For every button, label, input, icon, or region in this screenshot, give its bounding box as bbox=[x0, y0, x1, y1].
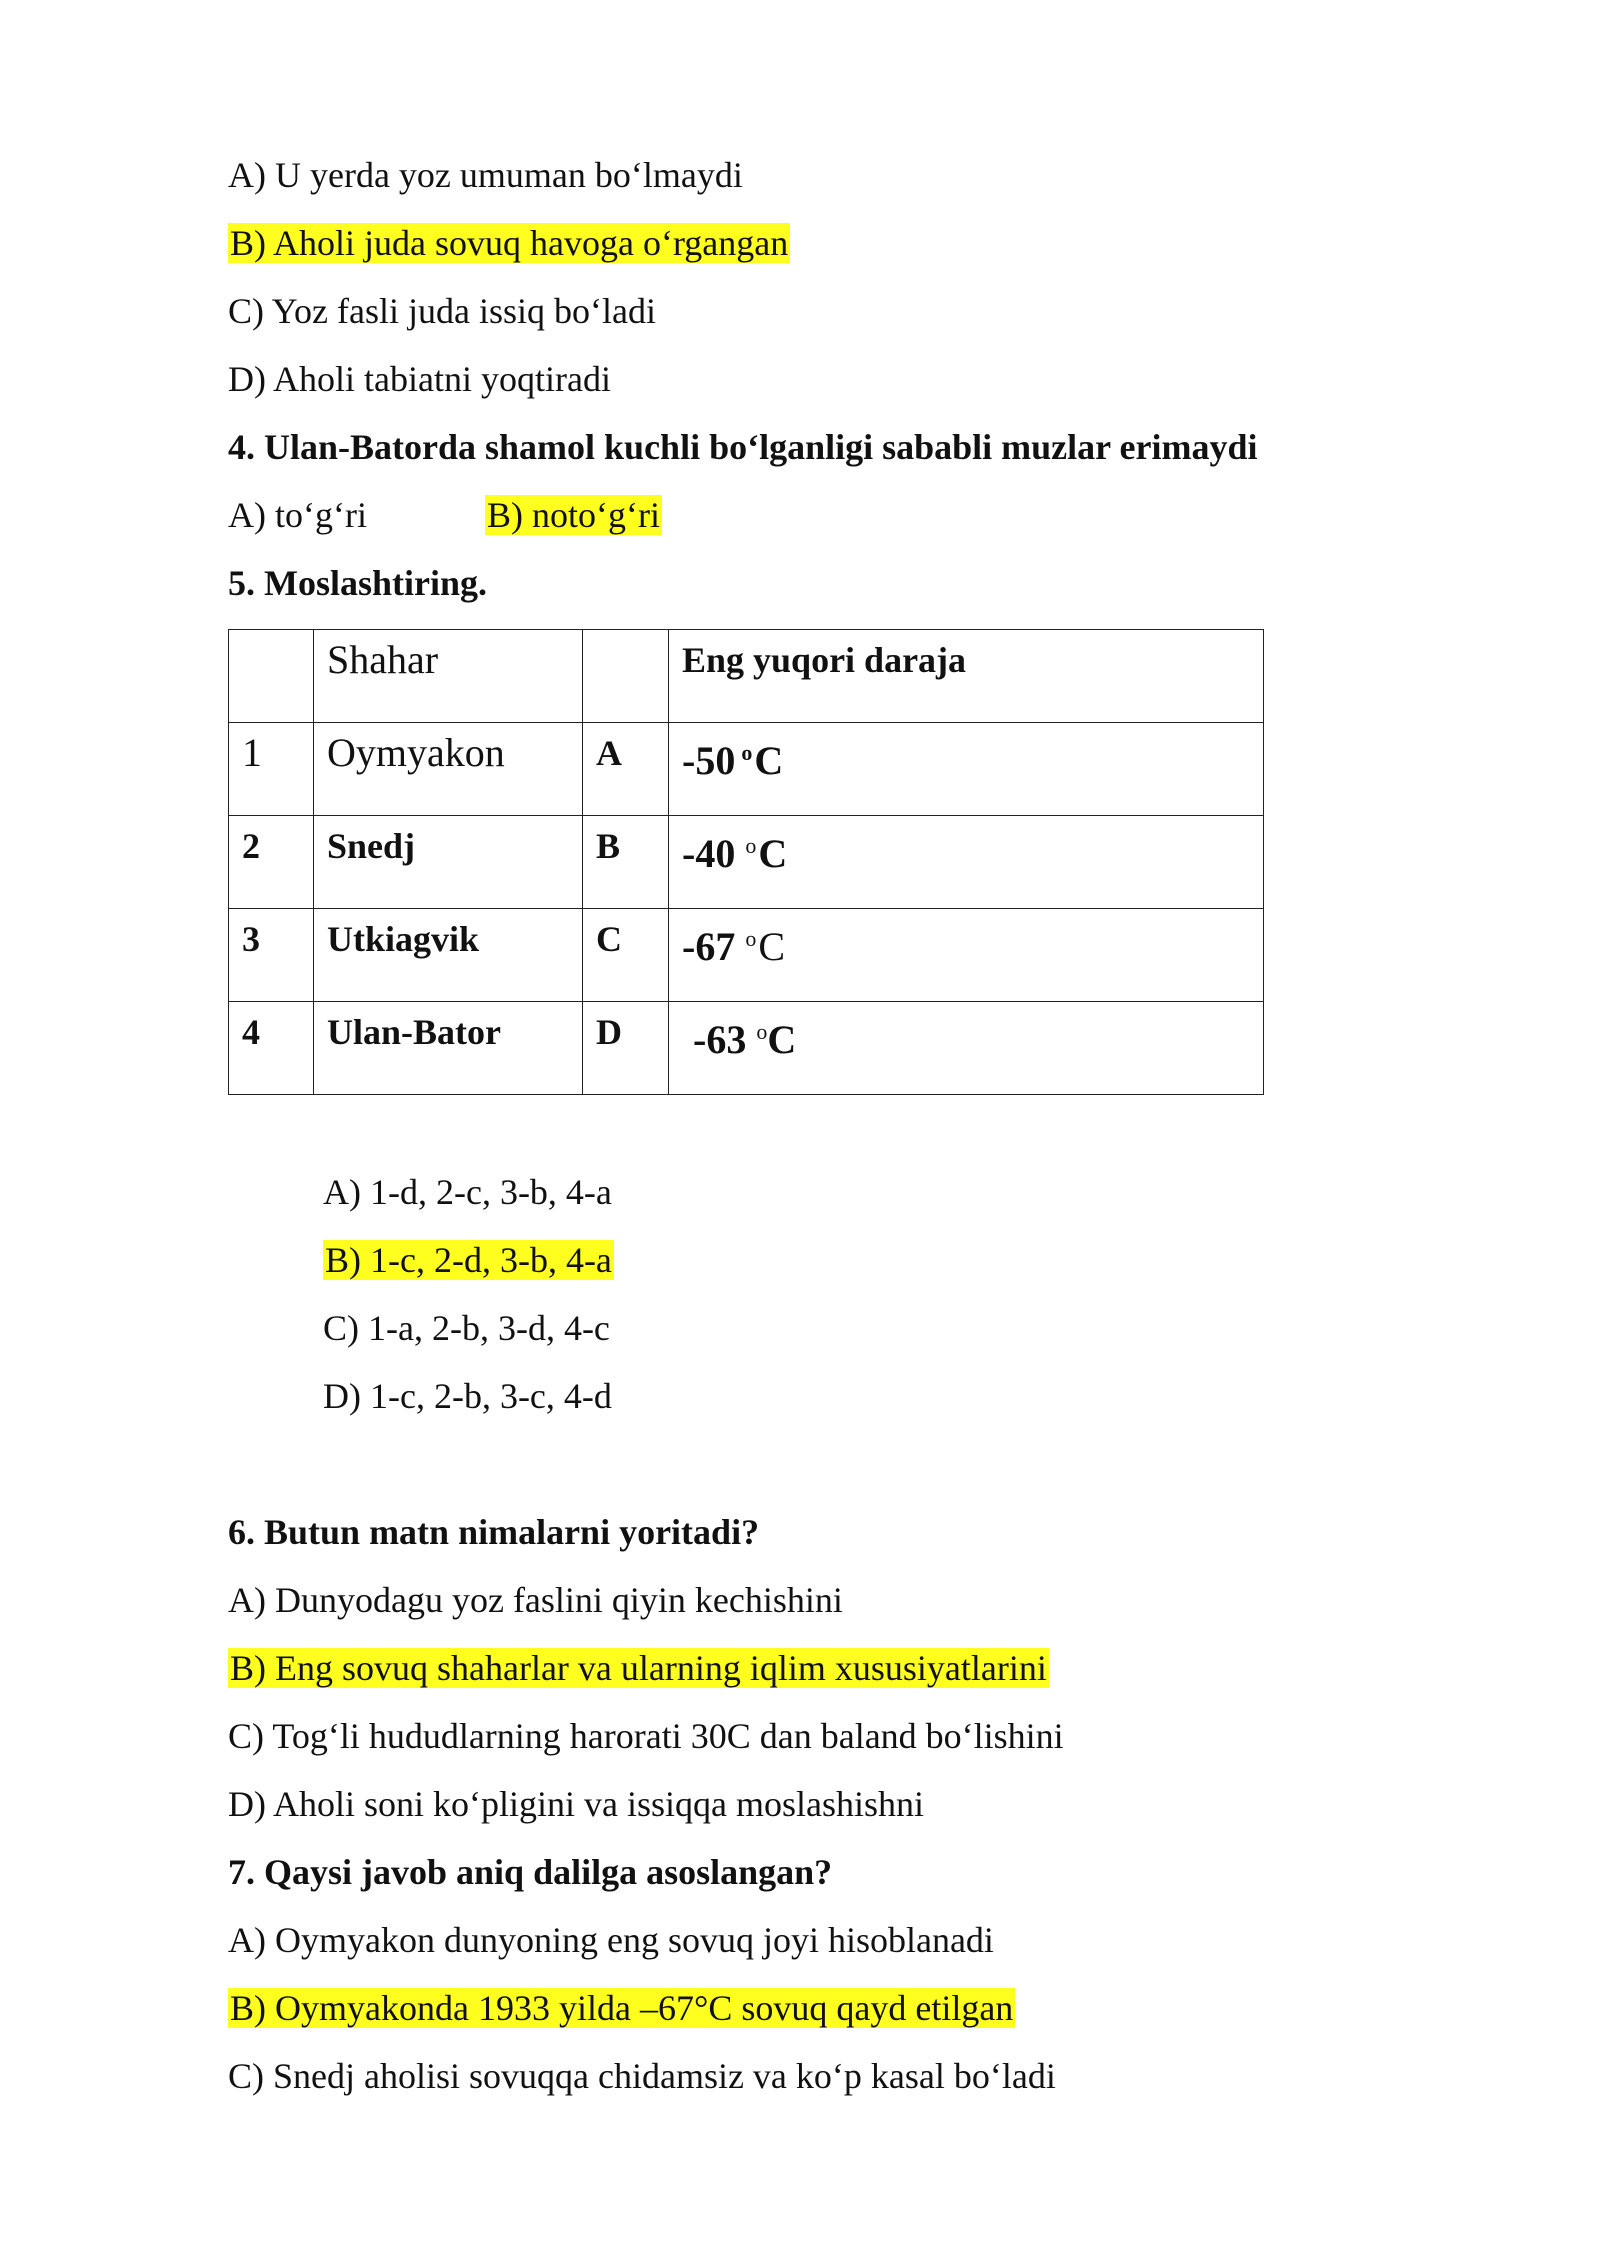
table-row bbox=[229, 816, 1264, 909]
q7-option-c: C) Snedj aholisi sovuqqa chidamsiz va ko‘p kasal bo‘ladi bbox=[228, 2056, 1056, 2096]
row-city: Snedj bbox=[327, 826, 416, 866]
matching-table bbox=[228, 629, 1264, 1095]
answer-highlight: B) 1-c, 2-d, 3-b, 4-a bbox=[325, 1240, 612, 1280]
answer-highlight: B) noto‘g‘ri bbox=[487, 495, 660, 535]
header-temp: Eng yuqori daraja bbox=[682, 640, 967, 680]
q3-option-d: D) Aholi tabiatni yoqtiradi bbox=[228, 359, 611, 399]
q5-option-a: A) 1-d, 2-c, 3-b, 4-a bbox=[323, 1172, 612, 1212]
header-letter-cell bbox=[583, 630, 669, 723]
row-city: Oymyakon bbox=[327, 730, 505, 775]
row-temp: -50 oC bbox=[682, 738, 784, 783]
q3-option-b bbox=[228, 221, 790, 265]
table-row bbox=[229, 909, 1264, 1002]
q6-option-b bbox=[228, 1646, 1049, 1690]
header-city-cell bbox=[314, 630, 583, 723]
row-letter: D bbox=[596, 1012, 622, 1052]
row-num: 3 bbox=[242, 919, 260, 959]
row-temp: -63 oC bbox=[693, 1017, 797, 1062]
q3-option-c: C) Yoz fasli juda issiq bo‘ladi bbox=[228, 291, 656, 331]
row-city: Ulan-Bator bbox=[327, 1012, 501, 1052]
table-header-row bbox=[229, 630, 1264, 723]
q5-option-c: C) 1-a, 2-b, 3-d, 4-c bbox=[323, 1308, 610, 1348]
row-temp: -40 oC bbox=[682, 831, 788, 876]
q3-option-a: A) U yerda yoz umuman bo‘lmaydi bbox=[228, 155, 743, 195]
row-letter: A bbox=[596, 733, 622, 773]
q6-option-a: A) Dunyodagu yoz faslini qiyin kechishini bbox=[228, 1580, 843, 1620]
row-letter: B bbox=[596, 826, 621, 866]
q5-question: 5. Moslashtiring. bbox=[228, 563, 488, 603]
row-num: 1 bbox=[242, 730, 262, 775]
q6-option-d: D) Aholi soni ko‘pligini va issiqqa moslashishni bbox=[228, 1784, 925, 1824]
answer-highlight: B) Eng sovuq shaharlar va ularning iqlim xususiyatlarini bbox=[230, 1648, 1047, 1688]
q7-option-b bbox=[228, 1986, 1015, 2030]
q5-option-d: D) 1-c, 2-b, 3-c, 4-d bbox=[323, 1376, 612, 1416]
table-row bbox=[229, 1002, 1264, 1095]
q6-question: 6. Butun matn nimalarni yoritadi? bbox=[228, 1512, 760, 1552]
q4-question: 4. Ulan-Batorda shamol kuchli bo‘lganligi sababli muzlar erimaydi bbox=[228, 427, 1258, 467]
row-temp: -67 oC bbox=[682, 924, 786, 969]
q4-option-b bbox=[485, 493, 662, 537]
q4-option-a: A) to‘g‘ri bbox=[228, 495, 367, 535]
answer-highlight: B) Aholi juda sovuq havoga o‘rgangan bbox=[230, 223, 789, 263]
row-letter: C bbox=[596, 919, 622, 959]
q7-question: 7. Qaysi javob aniq dalilga asoslangan? bbox=[228, 1852, 833, 1892]
row-city: Utkiagvik bbox=[327, 919, 480, 959]
header-city: Shahar bbox=[327, 637, 439, 682]
header-temp-cell bbox=[669, 630, 1264, 723]
q7-option-a: A) Oymyakon dunyoning eng sovuq joyi hisoblanadi bbox=[228, 1920, 994, 1960]
row-num: 4 bbox=[242, 1012, 260, 1052]
table-row bbox=[229, 723, 1264, 816]
q5-option-b bbox=[323, 1238, 614, 1282]
answer-highlight: B) Oymyakonda 1933 yilda –67°C sovuq qayd etilgan bbox=[230, 1988, 1014, 2028]
row-num: 2 bbox=[242, 826, 260, 866]
q6-option-c: C) Tog‘li hududlarning harorati 30C dan baland bo‘lishini bbox=[228, 1716, 1064, 1756]
header-num-cell bbox=[229, 630, 314, 723]
